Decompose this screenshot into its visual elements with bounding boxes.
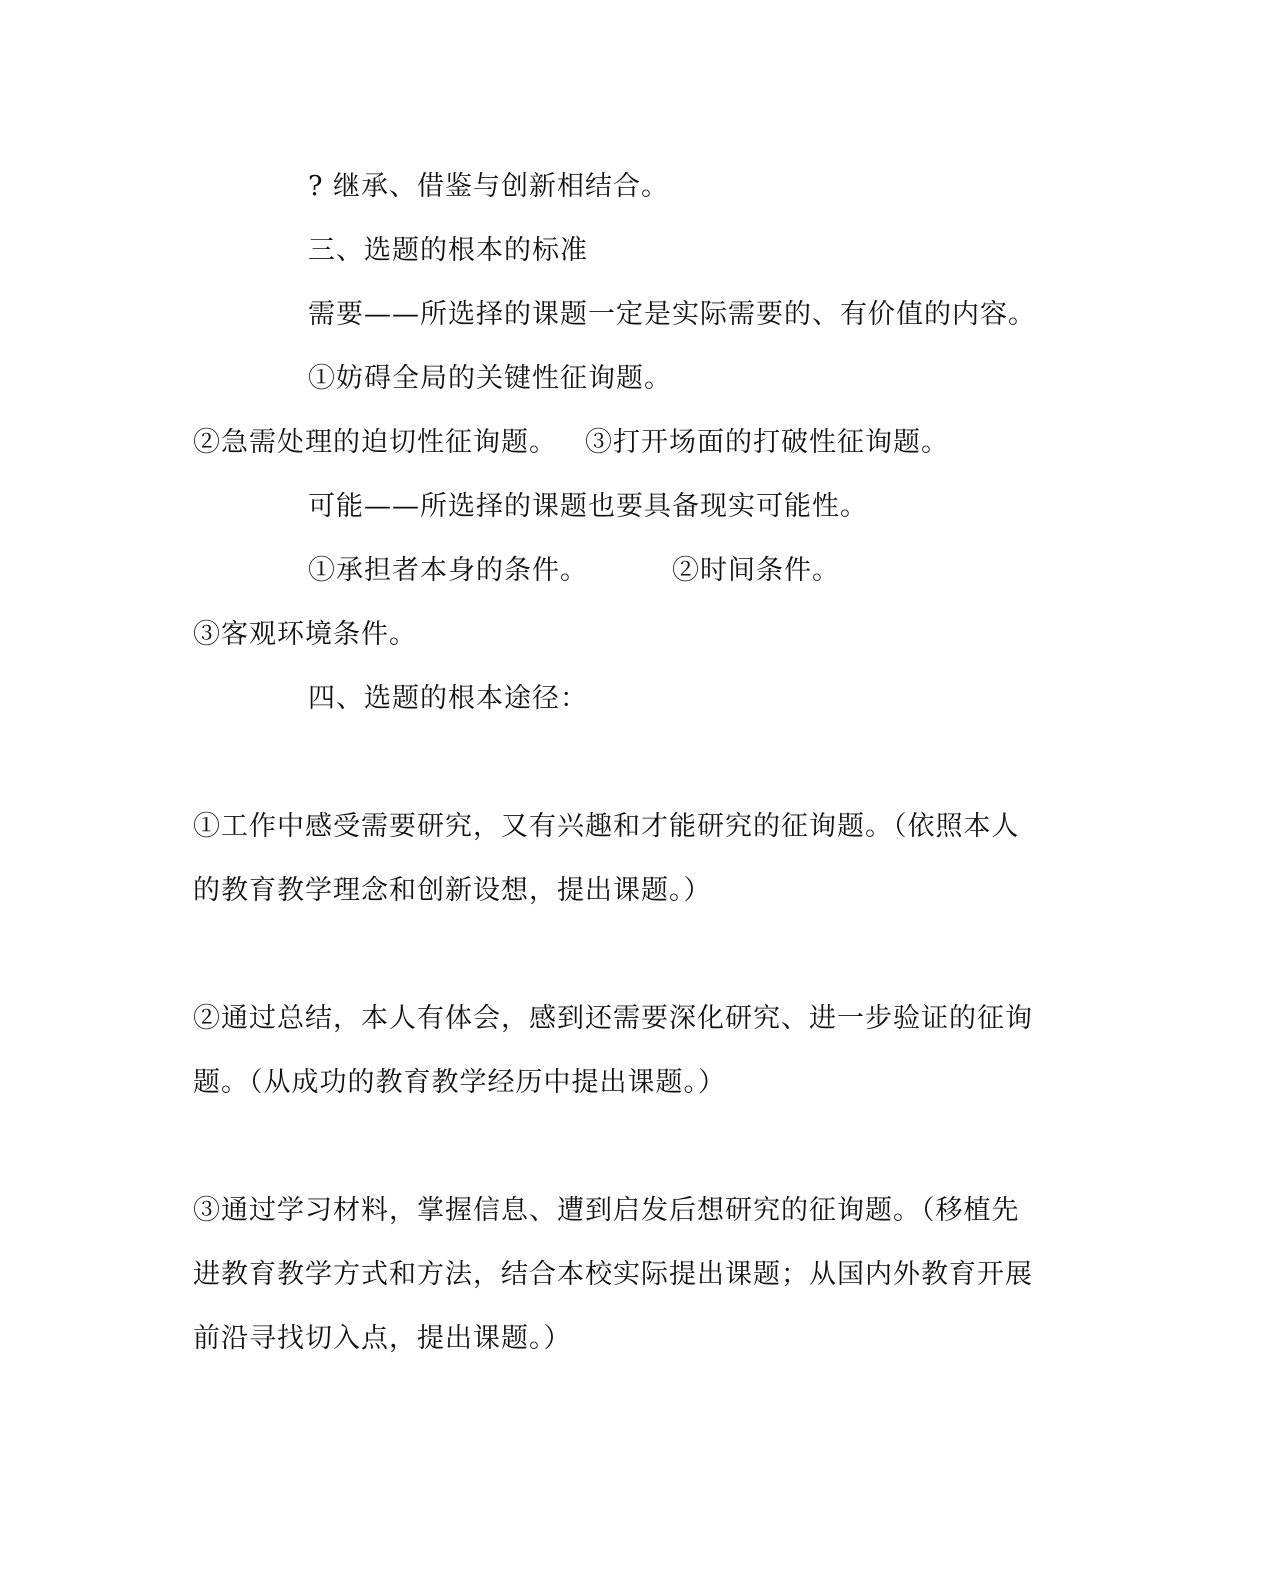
paragraph-line: ②通过总结，本人有体会，感到还需要深化研究、进一步验证的征询 xyxy=(193,1003,1033,1034)
paragraph-line: 的教育教学理念和创新设想，提出课题。） xyxy=(193,875,712,906)
list-item: ③打开场面的打破性征询题。 xyxy=(585,427,949,458)
list-item: ②时间条件。 xyxy=(672,555,840,586)
list-item: ②急需处理的迫切性征询题。 xyxy=(193,427,557,458)
paragraph-line: ①工作中感受需要研究，又有兴趣和才能研究的征询题。（依照本人 xyxy=(193,811,1020,842)
text-line: 可能——所选择的课题也要具备现实可能性。 xyxy=(308,491,868,522)
text-line: 需要——所选择的课题一定是实际需要的、有价值的内容。 xyxy=(308,299,1036,330)
list-item-row xyxy=(193,426,949,460)
list-item: ①承担者本身的条件。 xyxy=(308,555,588,586)
paragraph-line: ③通过学习材料，掌握信息、遭到启发后想研究的征询题。（移植先 xyxy=(193,1195,1020,1226)
section-heading: 四、选题的根本途径： xyxy=(308,683,588,714)
list-item-row xyxy=(308,554,840,588)
paragraph-line: 题。（从成功的教育教学经历中提出课题。） xyxy=(193,1067,726,1098)
section-heading: 三、选题的根本的标准 xyxy=(308,235,588,266)
list-item: ③客观环境条件。 xyxy=(193,619,417,650)
list-item: ①妨碍全局的关键性征询题。 xyxy=(308,363,672,394)
paragraph-line: 进教育教学方式和方法，结合本校实际提出课题；从国内外教育开展 xyxy=(193,1259,1033,1290)
paragraph-line: 前沿寻找切入点，提出课题。） xyxy=(193,1323,572,1354)
text-line: ? 继承、借鉴与创新相结合。 xyxy=(308,171,670,202)
